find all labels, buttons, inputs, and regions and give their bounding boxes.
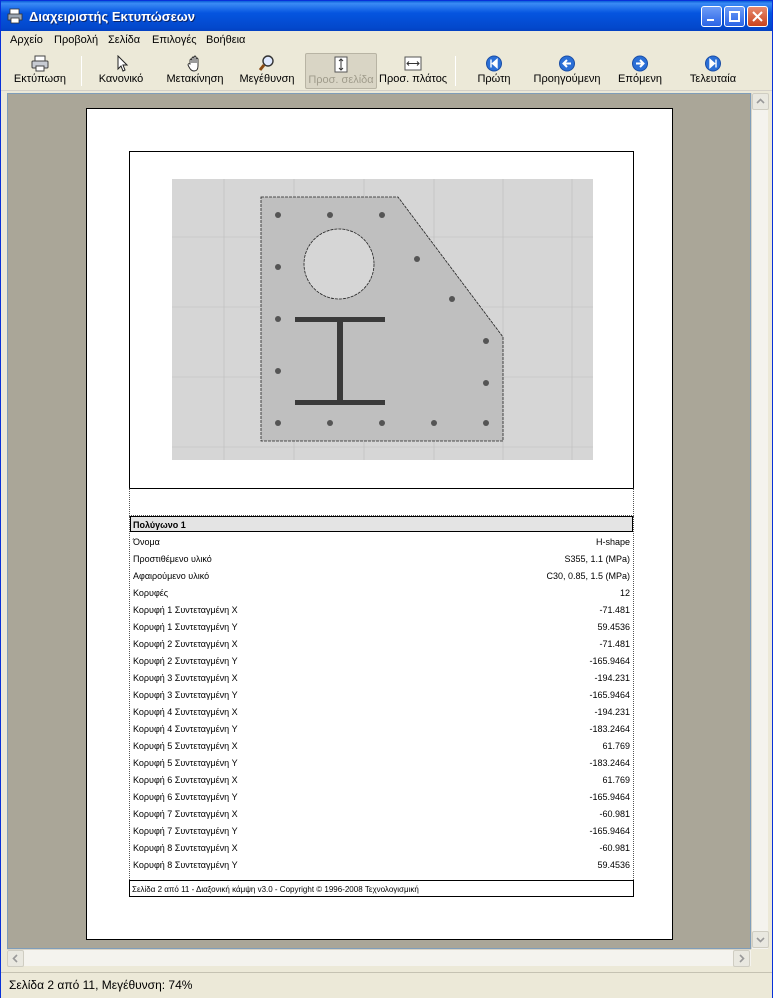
property-name: Κορυφή 3 Συντεταγμένη X	[133, 673, 238, 683]
property-value: -71.481	[599, 605, 630, 615]
property-value: 59.4536	[597, 860, 630, 870]
print-label: Εκτύπωση	[13, 73, 67, 85]
table-row	[130, 703, 633, 720]
property-value: -165.9464	[589, 656, 630, 666]
toolbar-separator	[81, 56, 82, 86]
maximize-button[interactable]	[724, 6, 745, 27]
scroll-up-arrow[interactable]	[752, 93, 769, 110]
last-page-icon	[704, 55, 722, 72]
property-value: -60.981	[599, 843, 630, 853]
cross-section-drawing	[172, 179, 593, 460]
table-row	[130, 652, 633, 669]
page-footer: Σελίδα 2 από 11 - Διαξονική κάμψη v3.0 - Copyright © 1996-2008 Τεχνολογισμική	[129, 880, 634, 897]
table-row	[130, 856, 633, 873]
pan-label: Μετακίνηση	[166, 73, 224, 85]
property-name: Προστιθέμενο υλικό	[133, 554, 212, 564]
property-value: -183.2464	[589, 724, 630, 734]
property-value: H-shape	[595, 537, 630, 547]
property-value: C30, 0.85, 1.5 (MPa)	[546, 571, 630, 581]
menu-view[interactable]: Προβολή	[54, 34, 99, 46]
caption-area	[129, 488, 634, 516]
property-name: Κορυφή 6 Συντεταγμένη Y	[133, 792, 238, 802]
table-row	[130, 822, 633, 839]
horizontal-scrollbar[interactable]	[7, 949, 751, 966]
table-row	[130, 839, 633, 856]
menu-options[interactable]: Επιλογές	[152, 34, 197, 46]
property-name: Κορυφή 5 Συντεταγμένη Y	[133, 758, 238, 768]
magnifier-icon	[258, 55, 276, 72]
fit-width-icon	[404, 55, 422, 72]
section-title: Πολύγωνο 1	[130, 516, 633, 532]
last-page-label: Τελευταία	[689, 73, 737, 85]
property-value: -71.481	[599, 639, 630, 649]
toolbar-separator	[455, 56, 456, 86]
table-row	[130, 771, 633, 788]
close-button[interactable]	[747, 6, 768, 27]
property-value: -194.231	[594, 707, 630, 717]
table-row	[130, 720, 633, 737]
property-value: 61.769	[602, 775, 630, 785]
table-row	[130, 550, 633, 567]
status-text: Σελίδα 2 από 11, Μεγέθυνση: 74%	[9, 978, 193, 992]
fit-page-button[interactable]	[305, 53, 377, 89]
table-row	[130, 533, 633, 550]
fit-page-label: Προσ. σελίδα	[308, 74, 374, 86]
menu-file[interactable]: Αρχείο	[10, 34, 43, 46]
property-value: -165.9464	[589, 690, 630, 700]
first-page-button[interactable]	[471, 53, 517, 89]
property-name: Κορυφή 1 Συντεταγμένη Y	[133, 622, 238, 632]
property-name: Κορυφή 4 Συντεταγμένη Y	[133, 724, 238, 734]
table-row	[130, 805, 633, 822]
fit-page-icon	[332, 56, 350, 73]
previous-page-icon	[558, 55, 576, 72]
preview-viewport[interactable]	[7, 93, 751, 949]
chevron-right-icon	[734, 951, 749, 966]
print-button[interactable]	[11, 53, 69, 89]
property-name: Κορυφή 5 Συντεταγμένη X	[133, 741, 238, 751]
chevron-up-icon	[753, 94, 768, 109]
printer-icon	[31, 55, 49, 72]
property-value: 12	[619, 588, 630, 598]
printer-app-icon	[7, 8, 23, 24]
chevron-left-icon	[8, 951, 23, 966]
normal-mode-label: Κανονικό	[98, 73, 144, 85]
property-name: Κορυφές	[133, 588, 169, 598]
property-name: Κορυφή 6 Συντεταγμένη X	[133, 775, 238, 785]
print-page	[86, 108, 673, 940]
property-name: Αφαιρούμενο υλικό	[133, 571, 210, 581]
normal-mode-button[interactable]	[93, 53, 149, 89]
property-value: -60.981	[599, 809, 630, 819]
menu-page[interactable]: Σελίδα	[108, 34, 141, 46]
property-name: Κορυφή 2 Συντεταγμένη Y	[133, 656, 238, 666]
properties-table	[129, 516, 634, 880]
fit-width-button[interactable]	[379, 53, 447, 89]
property-value: -165.9464	[589, 792, 630, 802]
next-page-icon	[631, 55, 649, 72]
scroll-down-arrow[interactable]	[752, 931, 769, 948]
table-row	[130, 567, 633, 584]
first-page-label: Πρώτη	[477, 73, 511, 85]
table-row	[130, 686, 633, 703]
scroll-left-arrow[interactable]	[7, 950, 24, 967]
pan-button[interactable]	[161, 53, 229, 89]
first-page-icon	[485, 55, 503, 72]
property-name: Κορυφή 1 Συντεταγμένη X	[133, 605, 238, 615]
property-name: Κορυφή 4 Συντεταγμένη X	[133, 707, 238, 717]
property-value: -194.231	[594, 673, 630, 683]
status-bar	[1, 972, 772, 998]
next-page-label: Επόμενη	[618, 73, 662, 85]
menu-bar	[1, 31, 772, 51]
property-value: S355, 1.1 (MPa)	[564, 554, 630, 564]
last-page-button[interactable]	[681, 53, 745, 89]
table-row	[130, 635, 633, 652]
scroll-corner	[751, 949, 768, 966]
minimize-button[interactable]	[701, 6, 722, 27]
table-row	[130, 737, 633, 754]
property-name: Κορυφή 7 Συντεταγμένη Y	[133, 826, 238, 836]
property-value: -165.9464	[589, 826, 630, 836]
window-title: Διαχειριστής Εκτυπώσεων	[29, 9, 196, 24]
property-name: Κορυφή 2 Συντεταγμένη X	[133, 639, 238, 649]
table-row	[130, 669, 633, 686]
property-name: Όνομα	[133, 537, 160, 547]
pointer-icon	[112, 55, 130, 72]
property-name: Κορυφή 8 Συντεταγμένη Y	[133, 860, 238, 870]
property-name: Κορυφή 7 Συντεταγμένη X	[133, 809, 238, 819]
maximize-icon	[728, 10, 741, 23]
table-row	[130, 618, 633, 635]
previous-page-button[interactable]	[529, 53, 605, 89]
next-page-button[interactable]	[613, 53, 667, 89]
property-value: 61.769	[602, 741, 630, 751]
hand-icon	[186, 55, 204, 72]
table-row	[130, 788, 633, 805]
toolbar	[1, 51, 772, 91]
property-name: Κορυφή 3 Συντεταγμένη Y	[133, 690, 238, 700]
table-row	[130, 754, 633, 771]
close-icon	[751, 10, 764, 23]
property-name: Κορυφή 8 Συντεταγμένη X	[133, 843, 238, 853]
chevron-down-icon	[753, 932, 768, 947]
title-bar[interactable]	[1, 1, 772, 31]
drawing-frame	[129, 151, 634, 489]
property-value: 59.4536	[597, 622, 630, 632]
minimize-icon	[705, 10, 718, 23]
menu-help[interactable]: Βοήθεια	[206, 34, 246, 46]
scroll-right-arrow[interactable]	[733, 950, 750, 967]
fit-width-label: Προσ. πλάτος	[379, 73, 448, 85]
table-row	[130, 584, 633, 601]
zoom-label: Μεγέθυνση	[239, 73, 295, 85]
property-value: -183.2464	[589, 758, 630, 768]
zoom-button[interactable]	[237, 53, 297, 89]
previous-page-label: Προηγούμενη	[533, 73, 601, 85]
vertical-scrollbar[interactable]	[751, 93, 768, 949]
table-row	[130, 601, 633, 618]
